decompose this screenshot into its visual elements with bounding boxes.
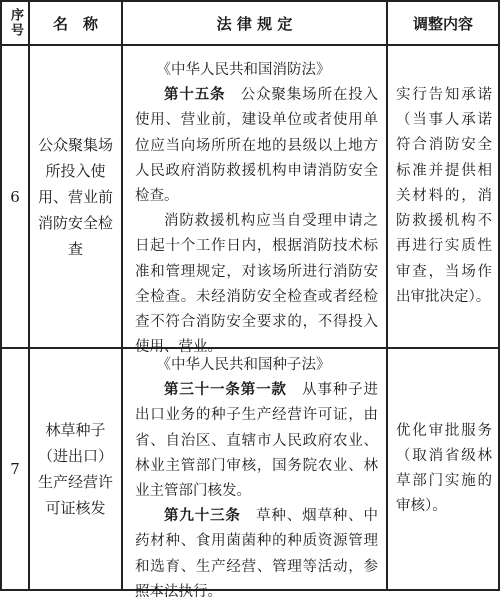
law-article (135, 209, 378, 360)
row-6-law (123, 46, 386, 356)
header-seq: 序号 (8, 8, 23, 38)
law-article (135, 504, 378, 605)
row-7-adjust: 优化审批服务（取消省级林草部门实施的审核）。 (396, 422, 492, 515)
row-7-name: 林草种子（进出口）生产经营许可证核发 (37, 421, 113, 517)
law-title: 《中华人民共和国消防法》 (156, 62, 331, 78)
article-text: 消防救援机构应当自受理申请之日起十个工作日内，根据消防技术标准和管理规定，对该场所进行消防安全检查。未经消防安全检查或者经检查不符合消防安全要求的，不得投入使用、营业。 (135, 213, 378, 356)
header-name: 名 称 (52, 14, 98, 33)
law-article (135, 83, 378, 209)
header-law: 法 律 规 定 (216, 14, 293, 33)
law-article (135, 378, 378, 504)
article-text: 从事种子进出口业务的种子生产经营许可证，由省、自治区、直辖市人民政府农业、林业主管部门审核，国务院农业、林业主管部门核发。 (135, 382, 379, 500)
article-text: 草种、烟草种、中药材种、食用菌菌种的种质资源管理和选育、生产经营、管理等活动，参照本法执行。 (135, 508, 379, 600)
article-label: 第十五条 (164, 87, 226, 104)
article-text: 公众聚集场所在投入使用、营业前，建设单位或者使用单位应当向场所所在地的县级以上地方人民政府消防救援机构申请消防安全检查。 (135, 87, 379, 205)
law-title: 《中华人民共和国种子法》 (156, 357, 331, 373)
row-7-law (123, 349, 386, 600)
row-6-adjust: 实行告知承诺（当事人承诺符合消防安全标准并提供相关材料的，消防救援机构不再进行实质性审查，当场作出审批决定）。 (396, 87, 492, 305)
row-7-seq: 7 (10, 460, 20, 478)
article-label: 第九十三条 (164, 508, 241, 525)
row-6-name: 公众聚集场所投入使用、营业前消防安全检查 (37, 135, 113, 258)
article-label: 第三十一条第一款 (164, 382, 287, 399)
row-6-seq: 6 (10, 187, 20, 206)
header-adjust: 调整内容 (412, 14, 473, 33)
